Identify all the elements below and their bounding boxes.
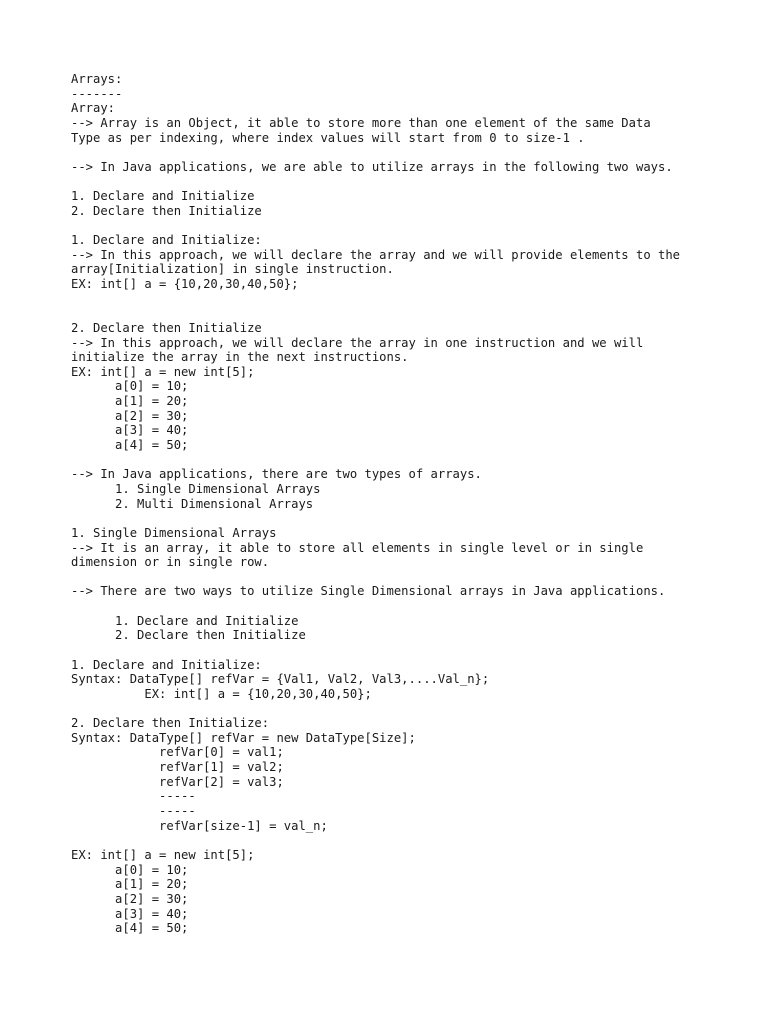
text-line: --> In Java applications, we are able to utilize arrays in the following two ways. — [71, 159, 673, 174]
text-line: 2. Declare then Initialize: — [71, 716, 270, 731]
text-line — [71, 833, 751, 848]
text-line: 2. Multi Dimensional Arrays — [71, 496, 314, 511]
text-line: refVar[2] = val3; — [71, 774, 284, 789]
text-line: --> Array is an Object, it able to store more than one element of the same Data — [71, 115, 651, 130]
text-line — [71, 570, 751, 585]
text-line: initialize the array in the next instructions. — [71, 350, 409, 365]
text-line — [71, 218, 751, 233]
text-line — [71, 174, 751, 189]
text-line: refVar[size-1] = val_n; — [71, 818, 328, 833]
text-line: a[2] = 30; — [71, 408, 189, 423]
text-line: 2. Declare then Initialize — [71, 203, 262, 218]
text-line: ----- — [71, 789, 196, 804]
text-line: a[0] = 10; — [71, 862, 189, 877]
text-line: Arrays: — [71, 72, 123, 86]
text-line: a[2] = 30; — [71, 891, 189, 906]
text-line — [71, 453, 751, 468]
text-line: dimension or in single row. — [71, 555, 270, 570]
text-line: refVar[0] = val1; — [71, 745, 284, 760]
text-line — [71, 702, 751, 717]
text-line: --> In Java applications, there are two types of arrays. — [71, 467, 482, 482]
text-line: array[Initialization] in single instruction. — [71, 262, 394, 277]
text-line — [71, 292, 751, 307]
text-line: 1. Declare and Initialize: — [71, 233, 262, 248]
text-line: a[4] = 50; — [71, 438, 189, 453]
text-line: --> It is an array, it able to store all elements in single level or in single — [71, 540, 644, 555]
text-line: a[3] = 40; — [71, 906, 189, 921]
text-line: --> In this approach, we will declare the array and we will provide elements to the — [71, 247, 681, 262]
text-line: EX: int[] a = new int[5]; — [71, 364, 255, 379]
text-line: Type as per indexing, where index values will start from 0 to size-1 . — [71, 130, 585, 145]
text-line: 1. Single Dimensional Arrays — [71, 481, 321, 496]
text-line: 1. Declare and Initialize — [71, 189, 255, 204]
text-line: 2. Declare then Initialize — [71, 320, 262, 335]
text-line: 1. Single Dimensional Arrays — [71, 525, 277, 540]
text-line — [71, 511, 751, 526]
text-line: --> In this approach, we will declare the array in one instruction and we will — [71, 335, 644, 350]
text-line: --> There are two ways to utilize Single Dimensional arrays in Java applications. — [71, 584, 666, 599]
text-line: EX: int[] a = {10,20,30,40,50}; — [71, 686, 372, 701]
text-line: a[4] = 50; — [71, 921, 189, 936]
text-line: Array: — [71, 101, 116, 116]
text-line: 1. Declare and Initialize — [71, 613, 299, 628]
text-line: refVar[1] = val2; — [71, 760, 284, 775]
text-line: ----- — [71, 804, 196, 819]
text-line — [71, 306, 751, 321]
text-line: Syntax: DataType[] refVar = new DataType[Size]; — [71, 730, 416, 745]
text-line: Syntax: DataType[] refVar = {Val1, Val2, Val3,....Val_n}; — [71, 672, 490, 687]
text-line: 1. Declare and Initialize: — [71, 657, 262, 672]
text-line — [71, 599, 751, 614]
text-line — [71, 145, 751, 160]
text-line: a[1] = 20; — [71, 394, 189, 409]
text-line: ------- — [71, 86, 123, 101]
text-line: EX: int[] a = {10,20,30,40,50}; — [71, 276, 299, 291]
text-line: 2. Declare then Initialize — [71, 628, 306, 643]
text-line: a[1] = 20; — [71, 877, 189, 892]
text-line: EX: int[] a = new int[5]; — [71, 847, 255, 862]
text-line — [71, 643, 751, 658]
text-line: a[3] = 40; — [71, 423, 189, 438]
document-page — [71, 72, 751, 936]
text-line: a[0] = 10; — [71, 379, 189, 394]
